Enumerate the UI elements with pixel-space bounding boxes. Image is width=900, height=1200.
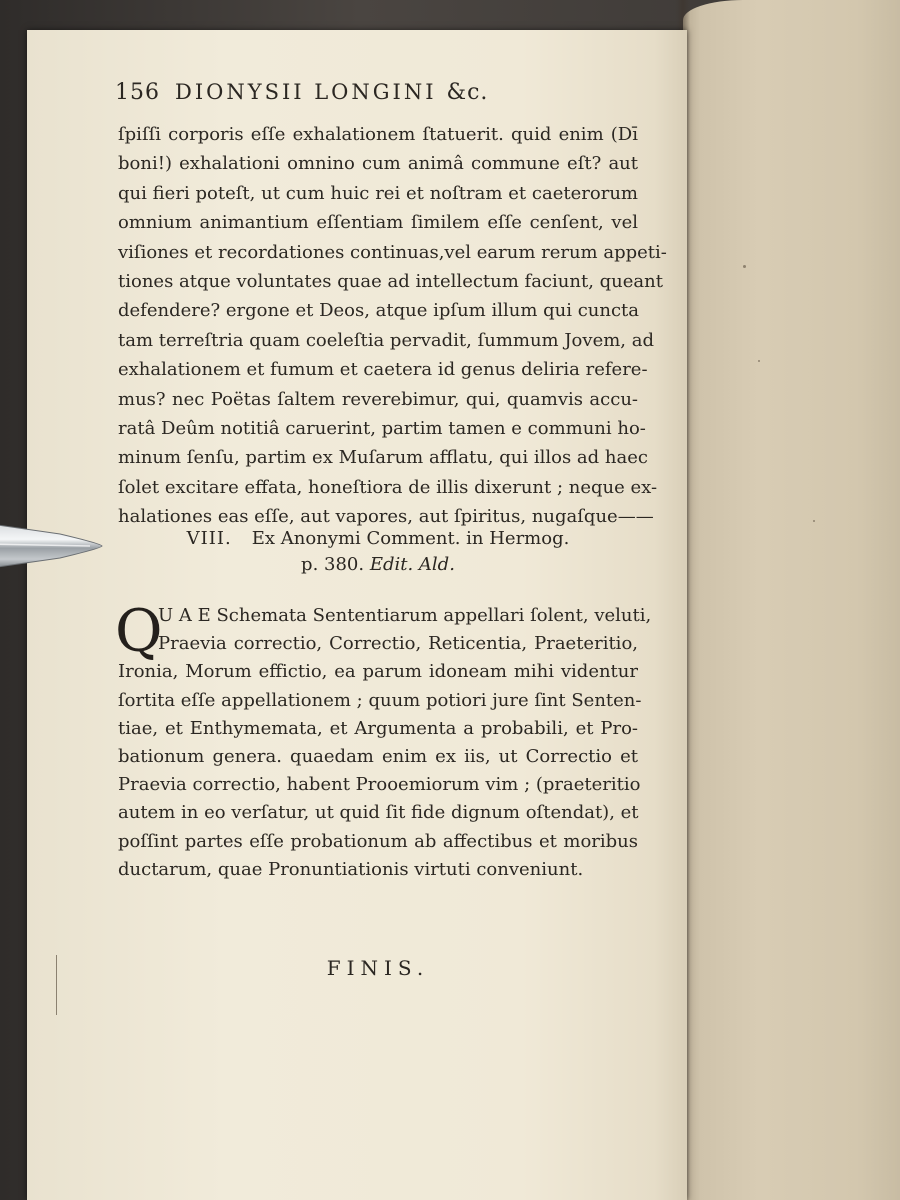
metal-pointer [0, 516, 108, 576]
text-line: tiae, et Enthymemata, et Argumenta a probabili, et Pro- [118, 717, 638, 739]
text-line: Praevia correctio, habent Prooemiorum vim ; (praeteritio [118, 774, 641, 796]
facing-blank-page [683, 0, 900, 1200]
text-line: ſpiſſi corporis eſſe exhalationem ſtatuerit. quid enim (Dī [118, 124, 638, 145]
text-line: tiones atque voluntates quae ad intellectum faciunt, queant [118, 270, 663, 292]
text-line: halationes eas eſſe, aut vapores, aut ſpiritus, nugaſque—— [118, 506, 654, 528]
text-line: tam terreſtria quam coeleſtia pervadit, ſummum Jovem, ad [118, 329, 654, 351]
text-line: ductarum, quae Pronuntiationis virtuti conveniunt. [118, 858, 584, 880]
paragraph-1 [118, 120, 667, 531]
page-number: 156 [115, 80, 160, 105]
section-heading-line-2 [118, 552, 638, 578]
text-line: bationum genera. quaedam enim ex iis, ut Correctio et [118, 745, 638, 767]
running-head-etc: &c. [446, 80, 489, 105]
finis-label: FINIS. [326, 956, 430, 980]
text-line: U A E Schemata Sententiarum appellari ſolent, veluti, [158, 605, 652, 626]
section-heading [118, 526, 638, 578]
text-line: Ironia, Morum effictio, ea parum idoneam mihi videntur [118, 661, 638, 683]
text-line: poſſint partes eſſe probationum ab affectibus et moribus [118, 830, 638, 852]
section-heading-line-1 [118, 526, 638, 552]
text-line: qui fieri poteſt, ut cum huic rei et noſtram et caeterorum [118, 182, 638, 204]
running-head [115, 80, 615, 110]
text-line: mus? nec Poëtas ſaltem reverebimur, qui, quamvis accu- [118, 388, 638, 410]
text-line: minum ſenſu, partim ex Muſarum afflatu, qui illos ad haec [118, 447, 648, 469]
section-heading-edition: Edit. Ald. [369, 554, 455, 575]
text-line: omnium animantium eſſentiam ſimilem eſſe cenſent, vel [118, 212, 638, 234]
text-line: boni!) exhalationi omnino cum animâ commune eſt? aut [118, 153, 638, 175]
section-numeral: VIII. [186, 528, 232, 549]
text-line: viſiones et recordationes continuas,vel earum rerum appeti- [118, 241, 667, 263]
text-line: ſolet excitare effata, honeſtiora de illis dixerunt ; neque ex- [118, 476, 658, 498]
section-heading-source: Ex Anonymi Comment. in Hermog. [251, 528, 570, 549]
section-heading-page: p. 380. [301, 554, 365, 575]
margin-mark [56, 955, 59, 1015]
drop-cap: Q [115, 597, 163, 665]
text-line: ſortita eſſe appellationem ; quum potiori jure ſint Senten- [118, 689, 642, 711]
paragraph-2 [118, 602, 652, 884]
text-line: exhalationem et fumum et caetera id genus deliria refere- [118, 359, 648, 381]
text-line: autem in eo verſatur, ut quid ſit fide dignum oſtendat), et [118, 802, 639, 824]
text-line: defendere? ergone et Deos, atque ipſum illum qui cuncta [118, 300, 640, 322]
page-text [27, 30, 687, 1200]
printed-page [27, 30, 687, 1200]
text-line: Praevia correctio, Correctio, Reticentia, Praeteritio, [158, 633, 638, 655]
running-head-title: DIONYSII LONGINI [175, 80, 437, 104]
text-line: ratâ Deûm notitiâ caruerint, partim tamen e communi ho- [118, 417, 646, 439]
